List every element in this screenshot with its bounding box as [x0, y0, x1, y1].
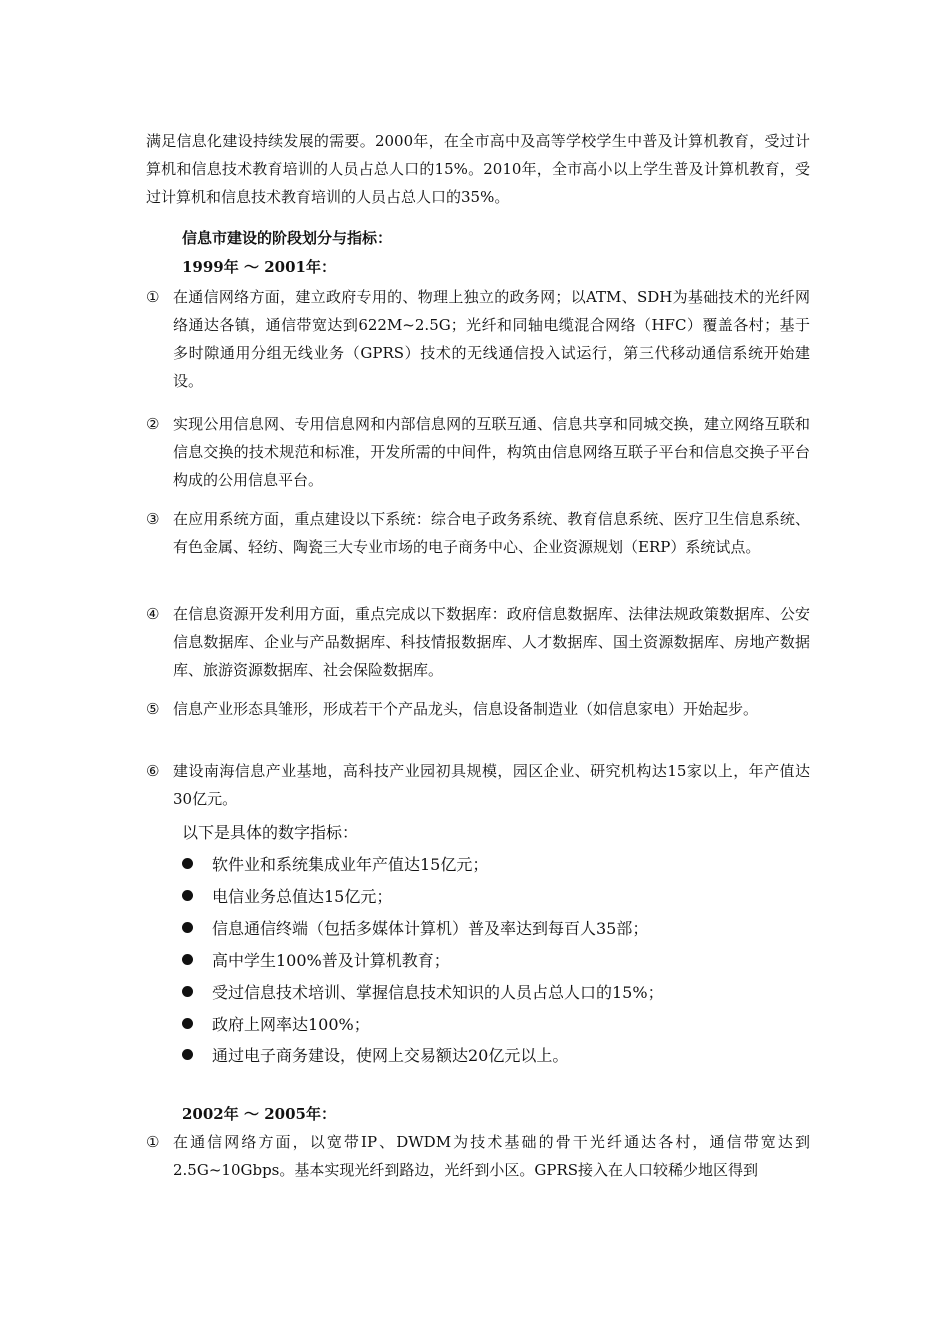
indicator-item	[182, 882, 392, 912]
bullet-dot-icon	[182, 858, 193, 869]
item-text: 信息产业形态具雏形，形成若干个产品龙头，信息设备制造业（如信息家电）开始起步。	[173, 700, 759, 718]
item-text: 在信息资源开发利用方面，重点完成以下数据库：政府信息数据库、法律法规政策数据库、公安信息数据库、企业与产品数据库、科技情报数据库、人才数据库、国土资源数据库、房地产数据库、旅游资源数据库、社会保险数据库。	[173, 605, 810, 679]
phase1-item-4	[146, 600, 810, 684]
phase1-title: 1999年 ～ 2001年：	[182, 258, 336, 276]
phase1-item-1	[146, 283, 810, 395]
phase1-item-6	[146, 757, 810, 813]
intro-paragraph: 满足信息化建设持续发展的需要。2000年，在全市高中及高等学校学生中普及计算机教育，受过计算机和信息技术教育培训的人员占总人口的15%。2010年，全市高小以上学生普及计算机教育，受过计算机和信息技术教育培训的人员占总人口的35%。	[146, 132, 810, 206]
indicator-text: 政府上网率达100%；	[212, 1015, 370, 1034]
item-number: ①	[146, 1133, 160, 1151]
phase2-title: 2002年 ～ 2005年：	[182, 1105, 336, 1123]
indicator-item	[182, 1010, 370, 1040]
item-number: ①	[146, 288, 160, 306]
item-text: 实现公用信息网、专用信息网和内部信息网的互联互通、信息共享和同城交换，建立网络互联和信息交换的技术规范和标准，开发所需的中间件，构筑由信息网络互联子平台和信息交换子平台构成的公用信息平台。	[173, 415, 810, 489]
indicator-text: 信息通信终端（包括多媒体计算机）普及率达到每百人35部；	[212, 919, 649, 938]
phase1-item-3	[146, 505, 810, 561]
item-number: ⑥	[146, 762, 160, 780]
item-number: ②	[146, 415, 160, 433]
item-text: 建设南海信息产业基地，高科技产业园初具规模，园区企业、研究机构达15家以上，年产值达30亿元。	[173, 762, 810, 808]
bullet-dot-icon	[182, 954, 193, 965]
item-number: ④	[146, 605, 160, 623]
phase1-item-2	[146, 410, 810, 494]
item-text: 在通信网络方面，建立政府专用的、物理上独立的政务网；以ATM、SDH为基础技术的光纤网络通达各镇，通信带宽达到622M~2.5G；光纤和同轴电缆混合网络（HFC）覆盖各村；基于多时隙通用分组无线业务（GPRS）技术的无线通信投入试运行，第三代移动通信系统开始建设。	[173, 288, 810, 390]
indicator-item	[182, 978, 664, 1008]
indicator-text: 受过信息技术培训、掌握信息技术知识的人员占总人口的15%；	[212, 983, 664, 1002]
item-number: ⑤	[146, 700, 160, 718]
phase2-item-1	[146, 1128, 810, 1184]
indicator-item	[182, 914, 648, 944]
indicator-text: 电信业务总值达15亿元；	[212, 887, 393, 906]
indicator-item	[182, 1041, 568, 1071]
bullet-dot-icon	[182, 922, 193, 933]
section-title: 信息市建设的阶段划分与指标：	[182, 229, 393, 247]
bullet-dot-icon	[182, 1049, 193, 1060]
phase1-item-5	[146, 695, 810, 723]
bullet-dot-icon	[182, 890, 193, 901]
item-text: 在通信网络方面，以宽带IP、DWDM为技术基础的骨干光纤通达各村，通信带宽达到2.5G~10Gbps。基本实现光纤到路边，光纤到小区。GPRS接入在人口较稀少地区得到	[173, 1133, 810, 1179]
bullet-dot-icon	[182, 986, 193, 997]
item-text: 在应用系统方面，重点建设以下系统：综合电子政务系统、教育信息系统、医疗卫生信息系统、有色金属、轻纺、陶瓷三大专业市场的电子商务中心、企业资源规划（ERP）系统试点。	[173, 510, 810, 556]
indicators-title: 以下是具体的数字指标：	[182, 823, 359, 842]
bullet-dot-icon	[182, 1018, 193, 1029]
indicator-item	[182, 946, 450, 976]
indicator-text: 软件业和系统集成业年产值达15亿元；	[212, 855, 489, 874]
item-number: ③	[146, 510, 160, 528]
indicator-item	[182, 850, 488, 880]
indicator-text: 通过电子商务建设，使网上交易额达20亿元以上。	[212, 1046, 569, 1065]
indicator-text: 高中学生100%普及计算机教育；	[212, 951, 450, 970]
